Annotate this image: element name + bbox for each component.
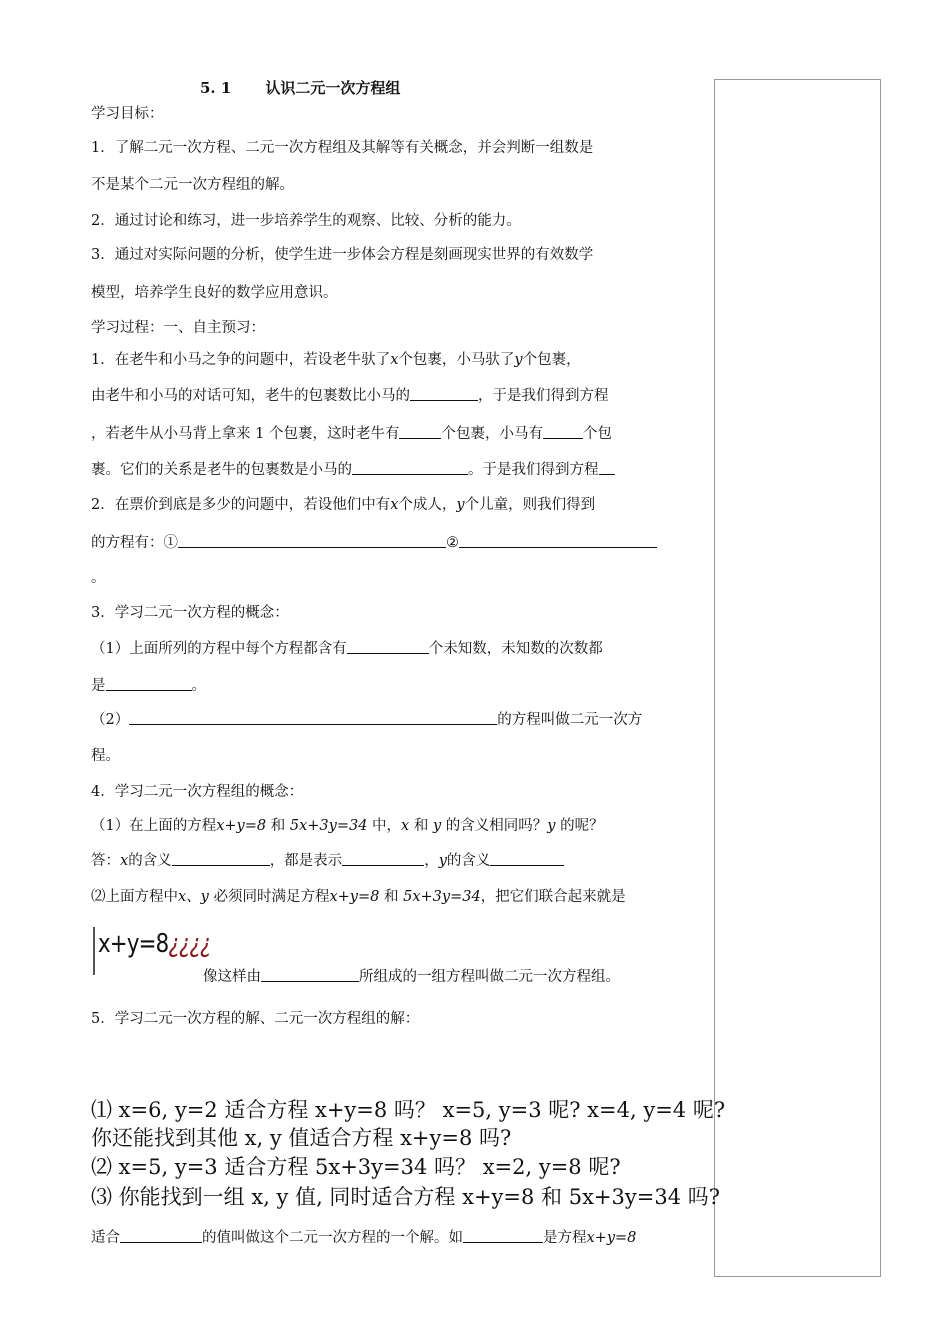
var-y: y [432, 818, 442, 834]
equation: x+y=8 [586, 1230, 637, 1246]
var-x: x [120, 853, 129, 869]
answer-blank[interactable] [490, 851, 564, 866]
answer-blank[interactable] [459, 533, 657, 548]
answer-blank[interactable] [347, 639, 429, 654]
answer-blank[interactable] [178, 533, 446, 548]
var-y: y [438, 853, 447, 869]
text: 1．在老牛和小马之争的问题中，若设老牛驮了 [91, 352, 391, 368]
text: 的值叫做这个二元一次方程的一个解。如 [202, 1230, 463, 1246]
question-1-line-1 [91, 350, 581, 370]
var-y: y [456, 497, 465, 513]
answer-blank[interactable] [410, 386, 478, 401]
question-1-line-3 [91, 424, 612, 444]
answer-blank[interactable] [342, 851, 424, 866]
process-heading: 学习过程：一、自主预习： [91, 320, 265, 336]
text: （2） [91, 712, 130, 728]
text: 中， [372, 818, 402, 834]
answer-blank[interactable] [172, 851, 270, 866]
text: 的含义 [446, 853, 491, 869]
var-y: y [514, 352, 523, 368]
text: 2．在票价到底是多少的问题中，若设他们中有 [91, 497, 391, 513]
text: 必须同时满足方程 [213, 889, 330, 905]
question-5-1-line-1: ⑴ x=6, y=2 适合方程 x+y=8 吗？ x=5, y=3 呢? x=4, y=4 呢? [91, 1098, 726, 1122]
text: 的呢？ [560, 818, 604, 834]
var-y: y [547, 818, 556, 834]
question-3-2-line-1 [91, 710, 642, 730]
text: 的含义相同吗？ [445, 818, 548, 834]
text: 像这样由 [203, 969, 261, 985]
question-4-1 [91, 816, 604, 836]
answer-blank[interactable] [543, 424, 583, 439]
question-4-heading: 4．学习二元一次方程组的概念： [91, 784, 304, 800]
objective-1-line-2: 不是某个二元一次方程组的解。 [91, 177, 294, 193]
lesson-title-text: 认识二元一次方程组 [265, 79, 401, 97]
objective-1-line-1: 1．了解二元一次方程、二元一次方程组及其解等有关概念，并会判断一组数是 [91, 140, 594, 156]
question-3-heading: 3．学习二元一次方程的概念： [91, 605, 289, 621]
question-4-2 [91, 887, 626, 907]
text: 由老牛和小马的对话可知，老牛的包裹数比小马的 [91, 388, 410, 404]
question-1-line-2 [91, 386, 609, 406]
text: 个包裹， [522, 352, 581, 368]
question-5-2: ⑵ x=5, y=3 适合方程 5x+3y=34 吗？ x=2, y=8 呢? [91, 1155, 621, 1179]
text: ，都是表示 [269, 853, 343, 869]
question-2-line-3: 。 [91, 570, 106, 586]
answer-blank[interactable] [129, 710, 497, 725]
objective-3-line-1: 3．通过对实际问题的分析，使学生进一步体会方程是刻画现实世界的有效数学 [91, 247, 594, 263]
text: 和 [270, 818, 286, 834]
var-x: x [390, 497, 399, 513]
brace-bar [93, 927, 95, 975]
notes-column-box [714, 79, 881, 1277]
question-3-2-line-2: 程。 [91, 748, 120, 764]
text: 适合 [91, 1230, 120, 1246]
text: ，于是我们得到方程 [478, 388, 609, 404]
text: ② [446, 535, 459, 551]
answer-blank[interactable] [399, 424, 441, 439]
text: 的方程叫做二元一次方 [497, 712, 643, 728]
question-1-line-4 [91, 460, 615, 480]
text: ，若老牛从小马背上拿来 1 个包裹，这时老牛有 [91, 426, 400, 442]
lesson-number: 5. 1 [200, 79, 232, 97]
text: 的含义 [128, 853, 172, 869]
text: 个儿童，则我们得到 [464, 497, 596, 513]
text: 个包裹，小马驮了 [398, 352, 515, 368]
text: 的方程有：① [91, 535, 178, 551]
lesson-title [200, 77, 400, 98]
var-x: x [390, 352, 399, 368]
text: 。于是我们得到方程 [468, 462, 599, 478]
equation: x+y=8 [216, 818, 267, 834]
answer-blank[interactable] [106, 676, 192, 691]
question-5-heading: 5．学习二元一次方程的解、二元一次方程组的解： [91, 1011, 420, 1027]
question-4-1-answer: 答：x的含义 ，都是表示 ，y的含义 [91, 851, 564, 871]
system-equation [98, 929, 210, 959]
question-2-line-2 [91, 533, 657, 553]
equation: 5x+3y=34 [403, 889, 481, 905]
text: 答： [91, 853, 120, 869]
answer-blank[interactable] [463, 1228, 543, 1243]
text: 个成人， [398, 497, 457, 513]
garbled-glyphs: ¿¿¿¿ [168, 929, 211, 959]
text: 和 [413, 818, 429, 834]
question-3-1-line-1 [91, 639, 603, 659]
text: 是方程 [543, 1230, 587, 1246]
text: 所组成的一组方程叫做二元一次方程组。 [359, 969, 620, 985]
answer-blank[interactable] [261, 967, 359, 982]
objectives-heading: 学习目标： [91, 106, 164, 122]
var-x: x [401, 818, 410, 834]
equation-system-image [91, 925, 211, 977]
question-5-3: ⑶ 你能找到一组 x, y 值, 同时适合方程 x+y=8 和 5x+3y=34 吗? [91, 1185, 720, 1209]
equation: x+y=8 [329, 889, 380, 905]
system-definition [203, 967, 620, 987]
text: 和 [384, 889, 399, 905]
text: （1）在上面的方程 [91, 818, 217, 834]
answer-blank[interactable] [599, 460, 615, 475]
text: 。 [191, 678, 206, 694]
answer-blank[interactable] [352, 460, 468, 475]
answer-blank[interactable] [120, 1228, 202, 1243]
text: 裹。它们的关系是老牛的包裹数是小马的 [91, 462, 352, 478]
variables: x、y [178, 889, 209, 905]
text: 个包 [582, 426, 612, 442]
text: ⑵上面方程中 [91, 889, 178, 905]
equation: 5x+3y=34 [289, 818, 368, 834]
objective-2: 2．通过讨论和练习，进一步培养学生的观察、比较、分析的能力。 [91, 213, 521, 229]
objective-3-line-2: 模型，培养学生良好的数学应用意识。 [91, 285, 338, 301]
text: 是 [91, 678, 106, 694]
question-2-line-1 [91, 495, 595, 515]
text: ，把它们联合起来就是 [480, 889, 626, 905]
question-5-definition [91, 1228, 636, 1248]
question-3-1-line-2 [91, 676, 206, 696]
text: （1）上面所列的方程中每个方程都含有 [91, 641, 347, 657]
equation: x+y=8 [98, 929, 169, 959]
text: 个未知数，未知数的次数都 [428, 641, 603, 657]
question-5-1-line-2: 你还能找到其他 x, y 值适合方程 x+y=8 吗? [91, 1126, 512, 1150]
text: 个包裹，小马有 [441, 426, 543, 442]
